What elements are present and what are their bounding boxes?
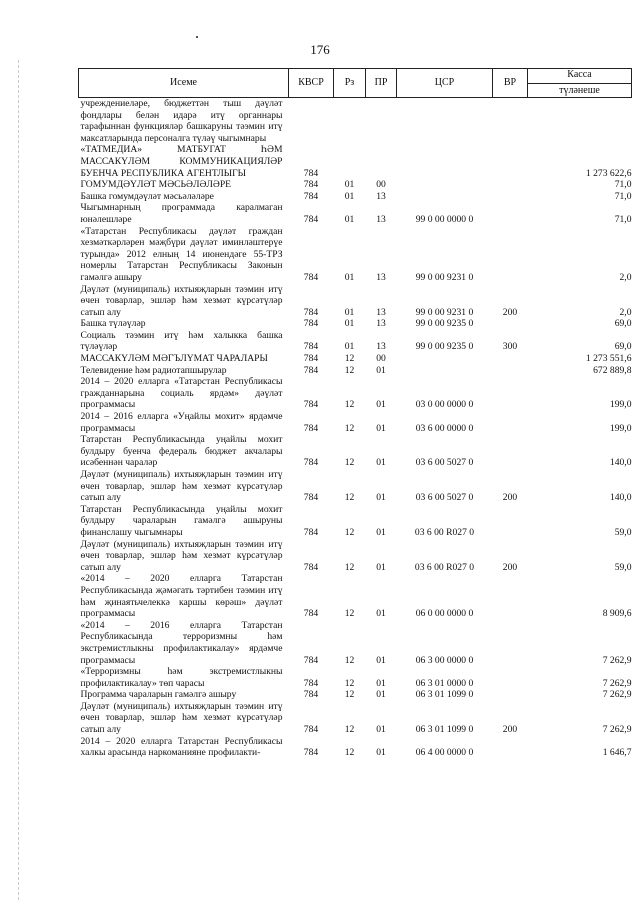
cell-tsr: 99 0 00 9231 0: [415, 271, 474, 283]
cell-kvsr: 784: [303, 353, 319, 365]
table-row: [79, 318, 632, 330]
cell-rz: 12: [344, 608, 355, 620]
cell-tsr: 03 6 00 R027 0: [414, 526, 475, 538]
cell-rz: 12: [344, 364, 355, 376]
cell-kvsr: 784: [303, 422, 319, 434]
cell-tsr: 06 4 00 0000 0: [415, 747, 474, 759]
cell-vr: [493, 318, 528, 330]
cell-tsr: 03 0 00 0000 0: [415, 399, 474, 411]
cell-vr: [493, 179, 528, 191]
cell-kvsr: 784: [303, 364, 319, 376]
cell-vr: 200: [502, 561, 518, 573]
cell-name: Дәүләт (муниципаль) ихтыяҗларын тәэмин итү өчен товарлар, эшләр һәм хезмәт күрсәтүләр сатып алу: [80, 469, 283, 504]
cell-kvsr: 784: [303, 306, 319, 318]
cell-vr: 300: [502, 341, 518, 353]
cell-amount: 8 909,6: [602, 608, 632, 620]
cell-rz: 01: [344, 318, 355, 330]
cell-vr: [493, 666, 528, 689]
cell-name: Дәүләт (муниципаль) ихтыяҗларын тәэмин итү өчен товарлар, эшләр һәм хезмәт күрсәтүләр сатып алу: [80, 700, 283, 736]
cell-rz: 01: [344, 341, 355, 353]
cell-tsr: 99 0 00 0000 0: [415, 213, 474, 225]
cell-pr: 01: [376, 457, 386, 469]
cell-pr: 13: [376, 341, 386, 353]
cell-amount: 2,0: [619, 271, 632, 283]
cell-pr: 01: [376, 689, 386, 701]
table-row: [79, 353, 632, 365]
cell-vr: 200: [502, 492, 518, 504]
cell-amount: 71,0: [614, 213, 632, 225]
cell-vr: [493, 573, 528, 619]
cell-kvsr: 784: [303, 213, 319, 225]
cell-pr: 01: [376, 399, 386, 411]
cell-amount: 59,0: [614, 526, 632, 538]
cell-amount: 199,0: [609, 422, 632, 434]
cell-kvsr: 784: [303, 457, 319, 469]
budget-table: [78, 68, 632, 759]
cell-name: ГОМУМДӘҮЛӘТ МӘСЬӘЛӘЛӘРЕ: [80, 179, 232, 191]
cell-tsr: 06 3 01 0000 0: [415, 677, 474, 689]
print-speck: [196, 36, 198, 38]
header-pr: ПР: [366, 69, 397, 98]
table-row: [79, 736, 632, 759]
cell-pr: 00: [376, 353, 386, 365]
table-header-row: [79, 69, 632, 98]
cell-pr: 01: [376, 677, 386, 689]
cell-pr: 13: [376, 271, 386, 283]
cell-tsr: [397, 144, 493, 179]
table-row: [79, 469, 632, 504]
cell-kvsr: 784: [303, 526, 319, 538]
cell-pr: [366, 98, 397, 145]
table-row: [79, 98, 632, 145]
cell-pr: 01: [376, 422, 386, 434]
table-row: [79, 376, 632, 411]
cell-pr: 01: [376, 608, 386, 620]
cell-tsr: [397, 179, 493, 191]
cell-tsr: 06 3 01 1099 0: [415, 724, 474, 736]
cell-pr: 01: [376, 492, 386, 504]
cell-rz: 01: [344, 213, 355, 225]
cell-name: Дәүләт (муниципаль) ихтыяҗларын тәэмин итү өчен товарлар, эшләр һәм хезмәт күрсәтүләр сатып алу: [80, 283, 283, 318]
cell-kvsr: 784: [303, 608, 319, 620]
cell-pr: 13: [376, 190, 386, 202]
cell-amount: 7 262,9: [602, 689, 632, 701]
cell-vr: 200: [502, 724, 518, 736]
table-row: [79, 284, 632, 319]
cell-vr: [493, 144, 528, 179]
cell-name: 2014 – 2016 елларга «Уңайлы мохит» ярдәмче программасы: [80, 411, 283, 434]
cell-name: Татарстан Республикасында уңайлы мохит булдыру буенча федераль бюджет акчалары исәбеннән чараләр: [80, 434, 283, 469]
cell-pr: 01: [376, 364, 386, 376]
cell-tsr: 99 0 00 9231 0: [415, 306, 474, 318]
cell-vr: [493, 376, 528, 411]
cell-tsr: 06 3 00 0000 0: [415, 654, 474, 666]
cell-rz: 12: [344, 561, 355, 573]
cell-rz: 12: [344, 526, 355, 538]
cell-kvsr: 784: [303, 341, 319, 353]
cell-tsr: [397, 98, 493, 145]
cell-tsr: 03 6 00 5027 0: [415, 457, 474, 469]
header-kassa-label: Касса: [567, 69, 592, 81]
cell-name: «Татарстан Республикасы дәүләт граждан хезмәткәрләрен мәҗбүри дәүләт иминләштерүе турында» 2012 елның 14 июнендәге 55-ТРЗ номерлы Татарстан Республикасы Законын гамәлгә ашыру: [80, 225, 283, 283]
table-row: [79, 434, 632, 469]
cell-amount: 7 262,9: [602, 724, 632, 736]
table-row: [79, 179, 632, 191]
cell-amount: 2,0: [619, 306, 632, 318]
table-row: [79, 144, 632, 179]
cell-kvsr: 784: [303, 179, 319, 191]
cell-amount: 199,0: [609, 399, 632, 411]
cell-amount: 7 262,9: [602, 654, 632, 666]
cell-kvsr: 784: [303, 677, 319, 689]
cell-tsr: [397, 353, 493, 365]
cell-vr: [493, 365, 528, 377]
cell-amount: 69,0: [614, 341, 632, 353]
cell-name: Чыгымнарның программада каралмаган юнәлешләре: [80, 202, 283, 225]
cell-vr: [493, 98, 528, 145]
cell-vr: [493, 434, 528, 469]
cell-amount: 1 273 622,6: [585, 167, 632, 179]
cell-name: 2014 – 2020 елларга «Татарстан Республикасы гражданнарына социаль ярдәм» дәүләт программасы: [80, 376, 283, 411]
cell-pr: [366, 144, 397, 179]
cell-vr: [493, 736, 528, 759]
cell-kvsr: 784: [303, 561, 319, 573]
cell-kvsr: 784: [303, 654, 319, 666]
cell-tsr: 99 0 00 9235 0: [415, 341, 474, 353]
cell-pr: 13: [376, 306, 386, 318]
cell-rz: 12: [344, 399, 355, 411]
cell-kvsr: [289, 98, 334, 145]
cell-tsr: 06 3 01 1099 0: [415, 689, 474, 701]
cell-amount: 7 262,9: [602, 677, 632, 689]
table-row: [79, 573, 632, 619]
table-row: [79, 504, 632, 539]
table-body: [79, 98, 632, 759]
cell-kvsr: 784: [303, 167, 319, 179]
cell-rz: 12: [344, 677, 355, 689]
header-vr: ВР: [493, 69, 528, 98]
cell-rz: 12: [344, 689, 355, 701]
cell-pr: 00: [376, 179, 386, 191]
cell-name: «ТАТМЕДИА» МАТБУГАТ ҺӘМ МАССАКҮЛӘМ КОММУНИКАЦИЯЛӘР БУЕНЧА РЕСПУБЛИКА АГЕНТЛЫГЫ: [80, 144, 283, 179]
header-name: Исеме: [79, 69, 289, 98]
cell-name: Башка гомумдәүләт мәсьәләләре: [80, 190, 214, 202]
table-row: [79, 226, 632, 284]
cell-vr: [493, 411, 528, 434]
cell-pr: 01: [376, 526, 386, 538]
cell-pr: 01: [376, 747, 386, 759]
table-row: [79, 620, 632, 666]
cell-kvsr: 784: [303, 271, 319, 283]
header-tsr: ЦСР: [397, 69, 493, 98]
cell-tsr: [397, 365, 493, 377]
cell-rz: 01: [344, 306, 355, 318]
cell-rz: 12: [344, 422, 355, 434]
table-row: [79, 411, 632, 434]
cell-vr: [493, 689, 528, 701]
cell-rz: 12: [344, 457, 355, 469]
header-kassa-sublabel: түләнеше: [528, 83, 631, 97]
page-number: 176: [310, 42, 330, 57]
cell-tsr: 03 6 00 R027 0: [414, 561, 475, 573]
cell-amount: [528, 98, 632, 145]
table-row: [79, 330, 632, 353]
cell-tsr: 99 0 00 9235 0: [415, 318, 474, 330]
cell-amount: 71,0: [614, 190, 632, 202]
cell-amount: 672 889,8: [593, 364, 632, 376]
cell-name: 2014 – 2020 елларга Татарстан Республикасы халкы арасында наркоманияне профилакти-: [80, 735, 283, 759]
table-row: [79, 539, 632, 574]
cell-name: Дәүләт (муниципаль) ихтыяҗларын тәэмин итү өчен товарлар, эшләр һәм хезмәт күрсәтүләр сатып алу: [80, 538, 283, 573]
cell-vr: [493, 191, 528, 203]
cell-rz: [334, 98, 366, 145]
cell-pr: 01: [376, 561, 386, 573]
header-rz: Рз: [334, 69, 366, 98]
cell-tsr: 06 0 00 0000 0: [415, 608, 474, 620]
cell-name: учреждениеләре, бюджеттән тыш дәүләт фондлары белән идарә итү органнары тарафыннан функцияләр башкаруны тәэмин итү максатларында персоналга түләү чыгымнары: [80, 98, 283, 144]
cell-amount: 140,0: [609, 457, 632, 469]
table-row: [79, 701, 632, 736]
cell-vr: 200: [502, 306, 518, 318]
cell-vr: [493, 353, 528, 365]
cell-tsr: [397, 191, 493, 203]
cell-amount: 140,0: [609, 492, 632, 504]
cell-vr: [493, 202, 528, 225]
cell-vr: [493, 620, 528, 666]
header-kassa: [528, 69, 632, 98]
cell-tsr: 03 6 00 5027 0: [415, 492, 474, 504]
cell-pr: 13: [376, 318, 386, 330]
cell-name: МАССАКҮЛӘМ МӘГЪЛҮМАТ ЧАРАЛАРЫ: [80, 353, 268, 365]
cell-amount: 69,0: [614, 318, 632, 330]
cell-amount: 59,0: [614, 561, 632, 573]
cell-kvsr: 784: [303, 747, 319, 759]
cell-rz: 12: [344, 353, 355, 365]
cell-kvsr: 784: [303, 724, 319, 736]
cell-kvsr: 784: [303, 318, 319, 330]
cell-name: Татарстан Республикасында уңайлы мохит булдыру чараларын гамәлгә ашыруны финанслашу чыгымнары: [80, 503, 283, 538]
cell-rz: [334, 144, 366, 179]
cell-name: «Терроризмны һәм экстремистлыкны профилактикалау» төп чарасы: [80, 666, 283, 689]
cell-rz: 01: [344, 271, 355, 283]
table-row: [79, 202, 632, 225]
cell-kvsr: 784: [303, 399, 319, 411]
cell-name: Телевидение һәм радиотапшырулар: [80, 364, 227, 376]
cell-rz: 01: [344, 179, 355, 191]
cell-tsr: 03 6 00 0000 0: [415, 422, 474, 434]
cell-kvsr: 784: [303, 689, 319, 701]
cell-kvsr: 784: [303, 492, 319, 504]
cell-pr: 01: [376, 654, 386, 666]
table-row: [79, 689, 632, 701]
cell-rz: 01: [344, 190, 355, 202]
cell-rz: 12: [344, 492, 355, 504]
header-kvsr: КВСР: [289, 69, 334, 98]
cell-vr: [493, 504, 528, 539]
cell-rz: 12: [344, 654, 355, 666]
cell-amount: 1 273 551,6: [585, 353, 632, 365]
table-row: [79, 191, 632, 203]
cell-pr: 13: [376, 213, 386, 225]
page-margin-line: [18, 60, 19, 900]
cell-name: Башка түләүләр: [80, 318, 146, 330]
cell-name: «2014 – 2020 елларга Татарстан Республикасында җәмәгать тәртибен тәэмин итү һәм җинаятьчелеккә каршы көрәш» дәүләт программасы: [80, 573, 283, 620]
cell-pr: 01: [376, 724, 386, 736]
cell-amount: 71,0: [614, 179, 632, 191]
cell-name: Социаль тәэмин итү һәм халыкка башка түләүләр: [80, 329, 283, 353]
cell-vr: [493, 226, 528, 284]
cell-name: Программа чараларын гамәлгә ашыру: [80, 689, 237, 701]
cell-kvsr: 784: [303, 190, 319, 202]
cell-rz: 12: [344, 724, 355, 736]
cell-rz: 12: [344, 747, 355, 759]
table-row: [79, 666, 632, 689]
cell-name: «2014 – 2016 елларга Татарстан Республикасында терроризмны һәм экстремистлыкны профилактикалау» ярдәмче программасы: [80, 619, 283, 666]
table-row: [79, 365, 632, 377]
cell-amount: 1 646,7: [602, 747, 632, 759]
